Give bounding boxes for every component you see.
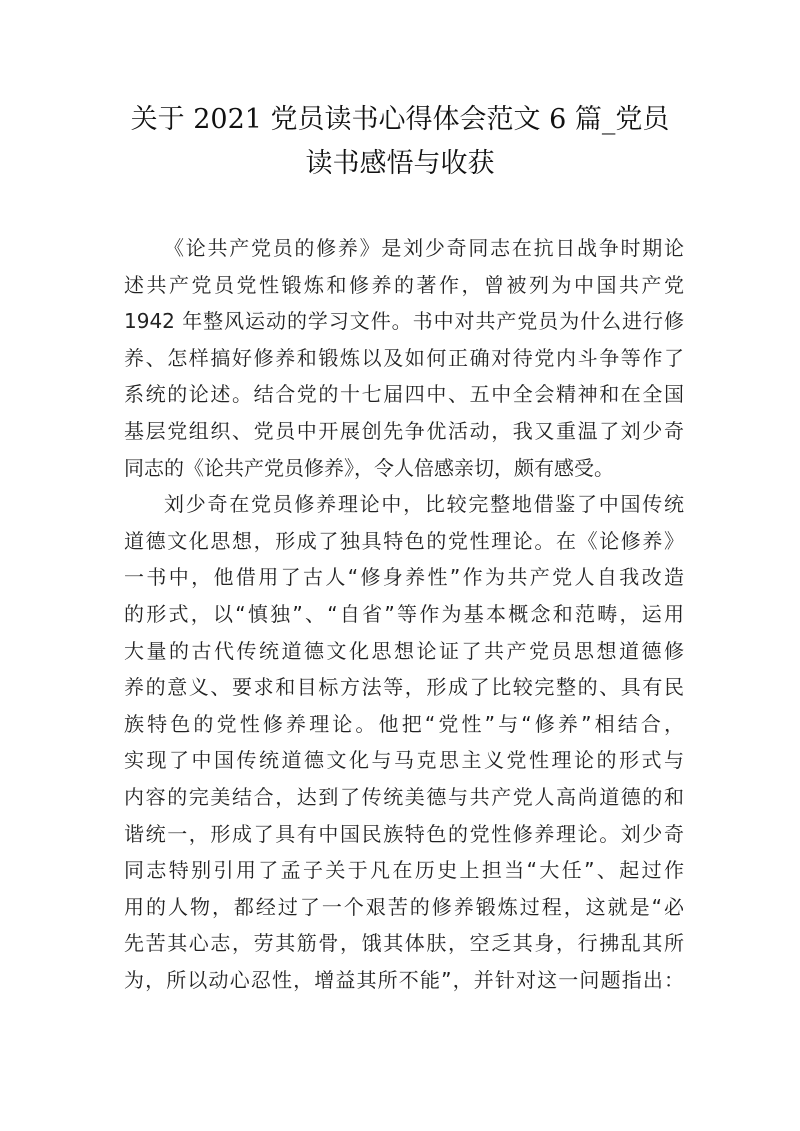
text-line: 同志的《论共产党员修养》，令人倍感亲切，颇有感受。 [124,455,614,480]
text-line: 述共产党员党性锻炼和修养的著作，曾被列为中国共产党 [124,272,684,297]
text-line: 一书中，他借用了古人“修身养性”作为共产党人自我改造 [124,565,684,590]
text-line: 大量的古代传统道德文化思想论证了共产党员思想道德修 [124,638,684,663]
text-line: 《论共产党员的修养》是刘少奇同志在抗日战争时期论 [164,236,684,260]
text-line: 刘少奇在党员修养理论中，比较完整地借鉴了中国传统 [164,492,684,517]
text-line: 道德文化思想，形成了独具特色的党性理论。在《论修养》 [124,528,684,553]
title-line-2: 读书感悟与收获 [305,148,495,179]
title-line-1: 关于 2021 党员读书心得体会范文 6 篇_党员 [130,104,670,135]
text-line: 内容的完美结合，达到了传统美德与共产党人高尚道德的和 [124,784,684,809]
text-line: 谐统一，形成了具有中国民族特色的党性修养理论。刘少奇 [124,821,684,846]
text-line: 用的人物，都经过了一个艰苦的修养锻炼过程，这就是“必 [124,894,684,919]
text-line: 实现了中国传统道德文化与马克思主义党性理论的形式与 [124,748,684,773]
text-line: 同志特别引用了孟子关于凡在历史上担当“大任”、起过作 [124,858,684,883]
paragraph-2 [124,486,684,998]
text-line: 基层党组织、党员中开展创先争优活动，我又重温了刘少奇 [124,418,684,443]
text-line: 先苦其心志，劳其筋骨，饿其体肤，空乏其身，行拂乱其所 [124,931,684,956]
text-line: 为，所以动心忍性，增益其所不能”，并针对这一问题指出： [124,967,684,992]
text-line: 的形式，以“慎独”、“自省”等作为基本概念和范畴，运用 [124,601,684,626]
text-line: 养的意义、要求和目标方法等，形成了比较完整的、具有民 [124,675,684,700]
text-line: 系统的论述。结合党的十七届四中、五中全会精神和在全国 [124,382,684,407]
text-line: 养、怎样搞好修养和锻炼以及如何正确对待党内斗争等作了 [124,345,684,370]
text-line: 族特色的党性修养理论。他把“党性”与“修养”相结合， [124,711,684,736]
document-body [124,230,684,998]
text-line: 1942 年整风运动的学习文件。书中对共产党员为什么进行修 [124,309,684,334]
document-title [100,98,700,186]
paragraph-1 [124,230,684,486]
